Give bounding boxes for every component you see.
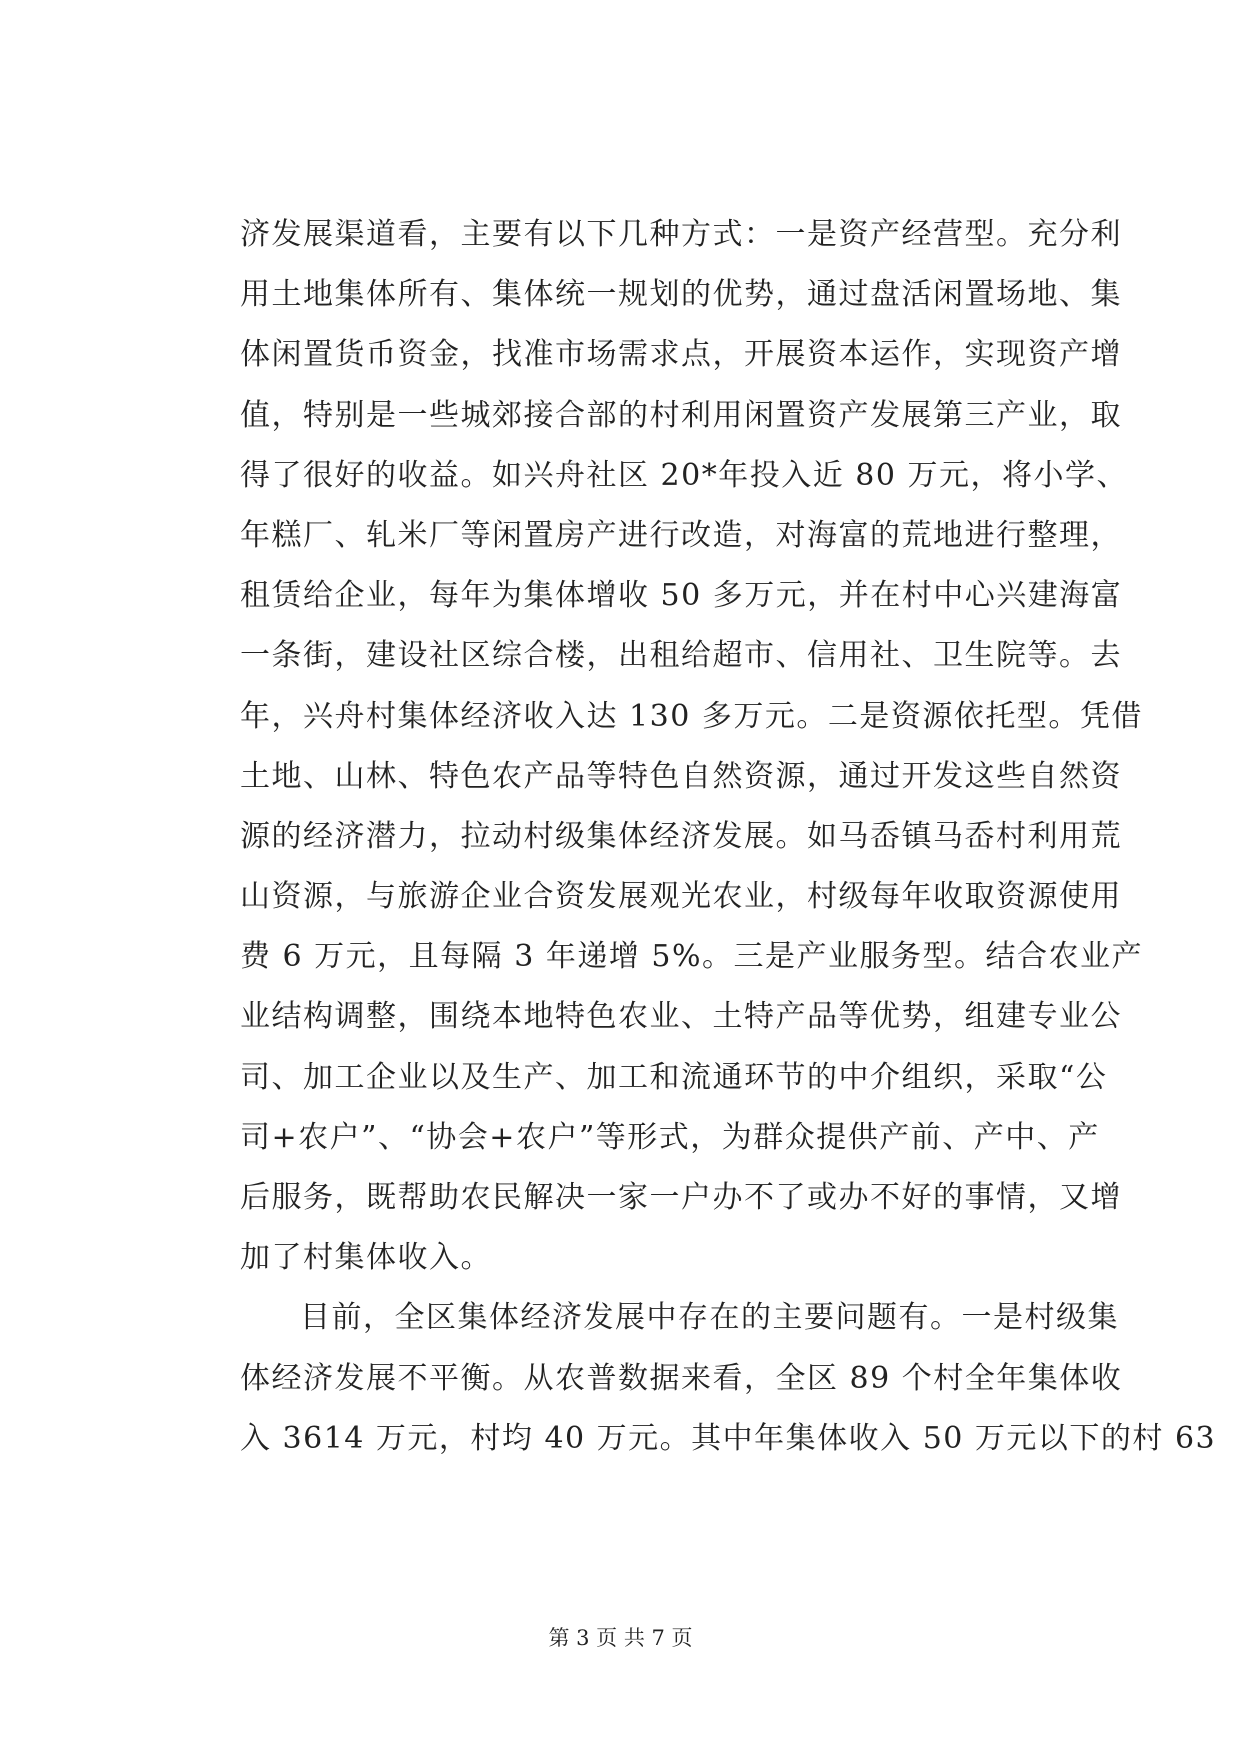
- text-line: 济发展渠道看，主要有以下几种方式：一是资产经营型。充分利: [240, 217, 1122, 252]
- body-text: [240, 205, 1217, 1469]
- text-line: 年，兴舟村集体经济收入达 130 多万元。二是资源依托型。凭借: [240, 698, 1143, 734]
- text-line: 土地、山林、特色农产品等特色自然资源，通过开发这些自然资: [240, 758, 1122, 794]
- page-number-footer: 第 3 页 共 7 页: [548, 1626, 693, 1650]
- paragraph-start-line: 目前，全区集体经济发展中存在的主要问题有。一是村级集: [300, 1300, 1119, 1336]
- text-line: 后服务，既帮助农民解决一家一户办不了或办不好的事情，又增: [240, 1180, 1122, 1215]
- text-line: 司+农户”、“协会+农户”等形式，为群众提供产前、产中、产: [240, 1119, 1100, 1155]
- text-line: 年糕厂、轧米厂等闲置房产进行改造，对海富的荒地进行整理，: [240, 517, 1122, 553]
- text-line: 租赁给企业，每年为集体增收 50 多万元，并在村中心兴建海富: [240, 578, 1123, 614]
- text-line: 体经济发展不平衡。从农普数据来看，全区 89 个村全年集体收: [240, 1360, 1123, 1396]
- text-line: 加了村集体收入。: [240, 1240, 492, 1276]
- text-line: 值，特别是一些城郊接合部的村利用闲置资产发展第三产业，取: [240, 397, 1122, 433]
- text-line: 费 6 万元，且每隔 3 年递增 5%。三是产业服务型。结合农业产: [240, 939, 1143, 975]
- text-line: 源的经济潜力，拉动村级集体经济发展。如马岙镇马岙村利用荒: [240, 818, 1122, 854]
- text-line: 山资源，与旅游企业合资发展观光农业，村级每年收取资源使用: [240, 879, 1122, 915]
- text-line: 业结构调整，围绕本地特色农业、土特产品等优势，组建专业公: [240, 999, 1122, 1035]
- text-line: 一条街，建设社区综合楼，出租给超市、信用社、卫生院等。去: [240, 638, 1122, 674]
- text-line: 得了很好的收益。如兴舟社区 20*年投入近 80 万元，将小学、: [240, 457, 1128, 493]
- text-line: 入 3614 万元，村均 40 万元。其中年集体收入 50 万元以下的村 63: [240, 1420, 1217, 1456]
- text-line: 司、加工企业以及生产、加工和流通环节的中介组织，采取“公: [240, 1059, 1108, 1095]
- text-line: 体闲置货币资金，找准市场需求点，开展资本运作，实现资产增: [240, 337, 1122, 373]
- text-line: 用土地集体所有、集体统一规划的优势，通过盘活闲置场地、集: [240, 277, 1122, 313]
